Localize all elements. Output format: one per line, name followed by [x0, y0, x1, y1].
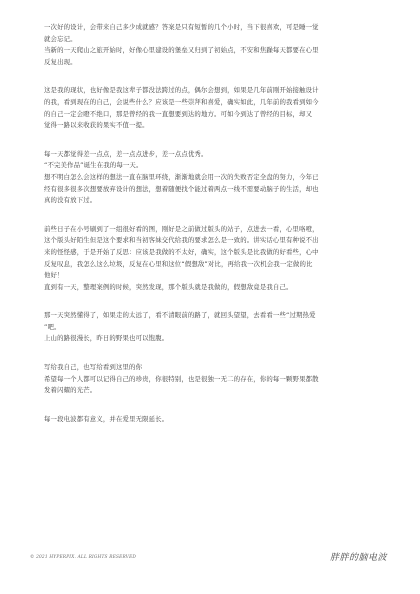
text-line: 来的怪怪感，于是开始了反思：应该是我做的不太好，确实，这个版头是比我做的好看些，心中: [44, 247, 319, 256]
text-line: 前些日子在小号刷到了一组很好看的图，刚好是之前做过版头的站子，点进去一看，心里咯噔，: [44, 224, 319, 233]
paragraph-1: [44, 22, 380, 68]
text-line: 的自己一定会瞪不绝口，那是曾经的我一直想要到达的地方。可如今到达了曾经的目标，却又: [44, 109, 313, 118]
text-line: 一次好的设计，会带来自己多少成就感？答案是只有短暂的几个小时，当下很喜欢，可是睡一觉: [44, 23, 319, 31]
text-line: “不完美作品”诞生在我的每一天。: [44, 161, 143, 170]
text-line: 的我，看到现在的自己，会说些什么？应该是一些崇拜和喜爱，确实如此，几年前的我看到如今: [44, 97, 319, 106]
text-line: 每一天都觉得差一点点，差一点点进步，差一点点优秀。: [44, 149, 208, 158]
author-signature: 胖胖的脑电波: [329, 553, 387, 563]
text-line: 上山的路很漫长，昨日的野果也可以饱腹。: [44, 334, 169, 343]
text-line: 每一段电波都有意义，并在爱里无限延长。: [44, 414, 169, 423]
text-line: 希望每一个人都可以记得自己的珍贵，你很特别，也是很独一无二的存在，你的每一颗野果都散: [44, 374, 319, 383]
text-line: 直到有一天，整理案例的时候，突然发现，那个版头就是我做的，假想敌竟是我自己。: [44, 282, 293, 291]
paragraph-6: [44, 362, 380, 397]
text-line: 反复叹息，我怎么这么垃圾，反复在心里和这位“假想敌”对比，再给我一次机会我一定做的比: [44, 259, 313, 268]
text-line: 反复出现。: [44, 57, 77, 66]
text-line: 这是我的现状，也好像是我这辈子都没法跨过的点，偶尔会想到，如果是几年前刚开始接触设计: [44, 86, 319, 95]
text-line: 就会忘记。: [44, 34, 77, 43]
copyright-notice: © 2021 HYPERPIX. ALL RIGHTS RESERVED: [30, 555, 137, 560]
paragraph-5: [44, 310, 380, 345]
text-line: 想不明白怎么会这样的想法一直在脑里环绕，渐渐地就会用一次的失败否定全盘的努力，今年已: [44, 172, 319, 181]
paragraph-7: [44, 414, 380, 426]
text-line: 写给我自己，也写给看到这里的你: [44, 363, 143, 372]
paragraph-4: [44, 224, 380, 294]
text-line: 真的没有放下过。: [44, 196, 97, 205]
text-line: 发着闪耀的光芒。: [44, 386, 97, 395]
text-line: 当新的一天爬山之旅开始时，好像心里建设的堡垒又归到了初始点，不安和焦躁每天都要在心里: [44, 46, 319, 55]
text-line: ”吧。: [44, 322, 61, 331]
paragraph-3: [44, 149, 380, 207]
article-body: [44, 22, 380, 425]
paragraph-2: [44, 85, 380, 131]
text-line: 觉得一路以来收获的果实不值一提。: [44, 121, 149, 130]
text-line: 他好！: [44, 271, 64, 280]
text-line: 这个版头好陌生但是这个要求和当初客妹交代给我的要求怎么是一致的。讲实话心里有种说不出: [44, 236, 319, 245]
text-line: 那一天突然懂得了，如果走的太远了，看不清眼前的路了，就回头望望，去看看一些“过期热爱: [44, 311, 316, 320]
text-line: 经有很多很多次想要放弃设计的想法，想着随便找个能过着两点一线不需要动脑子的生活，却也: [44, 184, 319, 193]
